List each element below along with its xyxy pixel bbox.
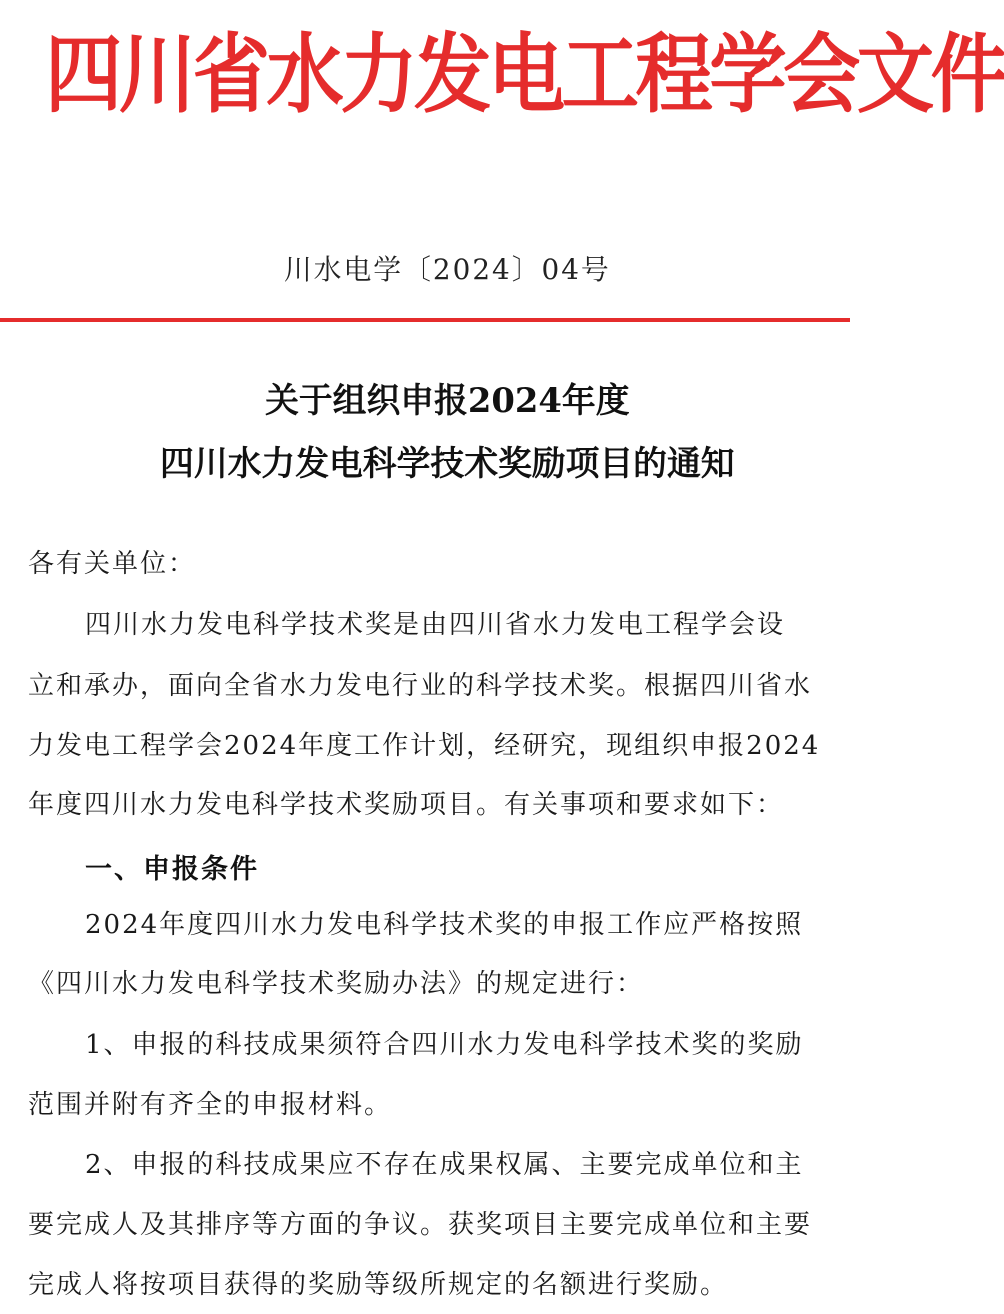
- notice-title-line-2: 四川水力发电科学技术奖励项目的通知: [160, 444, 735, 484]
- item1-line: 1、申报的科技成果须符合四川水力发电科学技术奖的奖励: [85, 1030, 804, 1060]
- letterhead-divider: [0, 318, 850, 322]
- org-letterhead-title: 四川省水力发电工程学会文件: [45, 24, 1004, 125]
- section-heading-conditions: 一、申报条件: [85, 854, 259, 885]
- item2-line: 完成人将按项目获得的奖励等级所规定的名额进行奖励。: [28, 1270, 729, 1300]
- item2-line: 要完成人及其排序等方面的争议。获奖项目主要完成单位和主要: [28, 1210, 813, 1240]
- section1-line: 《四川水力发电科学技术奖励办法》的规定进行：: [28, 969, 645, 999]
- intro-line: 四川水力发电科学技术奖是由四川省水力发电工程学会设: [85, 610, 786, 640]
- item1-line: 范围并附有齐全的申报材料。: [28, 1090, 393, 1120]
- section1-line: 2024年度四川水力发电科学技术奖的申报工作应严格按照: [85, 910, 804, 940]
- salutation: 各有关单位：: [28, 549, 197, 579]
- document-number: 川水电学〔2024〕04号: [283, 253, 611, 286]
- intro-line: 年度四川水力发电科学技术奖励项目。有关事项和要求如下：: [28, 790, 785, 820]
- intro-line: 力发电工程学会2024年度工作计划，经研究，现组织申报2024: [28, 731, 821, 761]
- intro-line: 立和承办，面向全省水力发电行业的科学技术奖。根据四川省水: [28, 671, 813, 701]
- item2-line: 2、申报的科技成果应不存在成果权属、主要完成单位和主: [85, 1150, 804, 1180]
- notice-title-line-1: 关于组织申报2024年度: [265, 381, 630, 421]
